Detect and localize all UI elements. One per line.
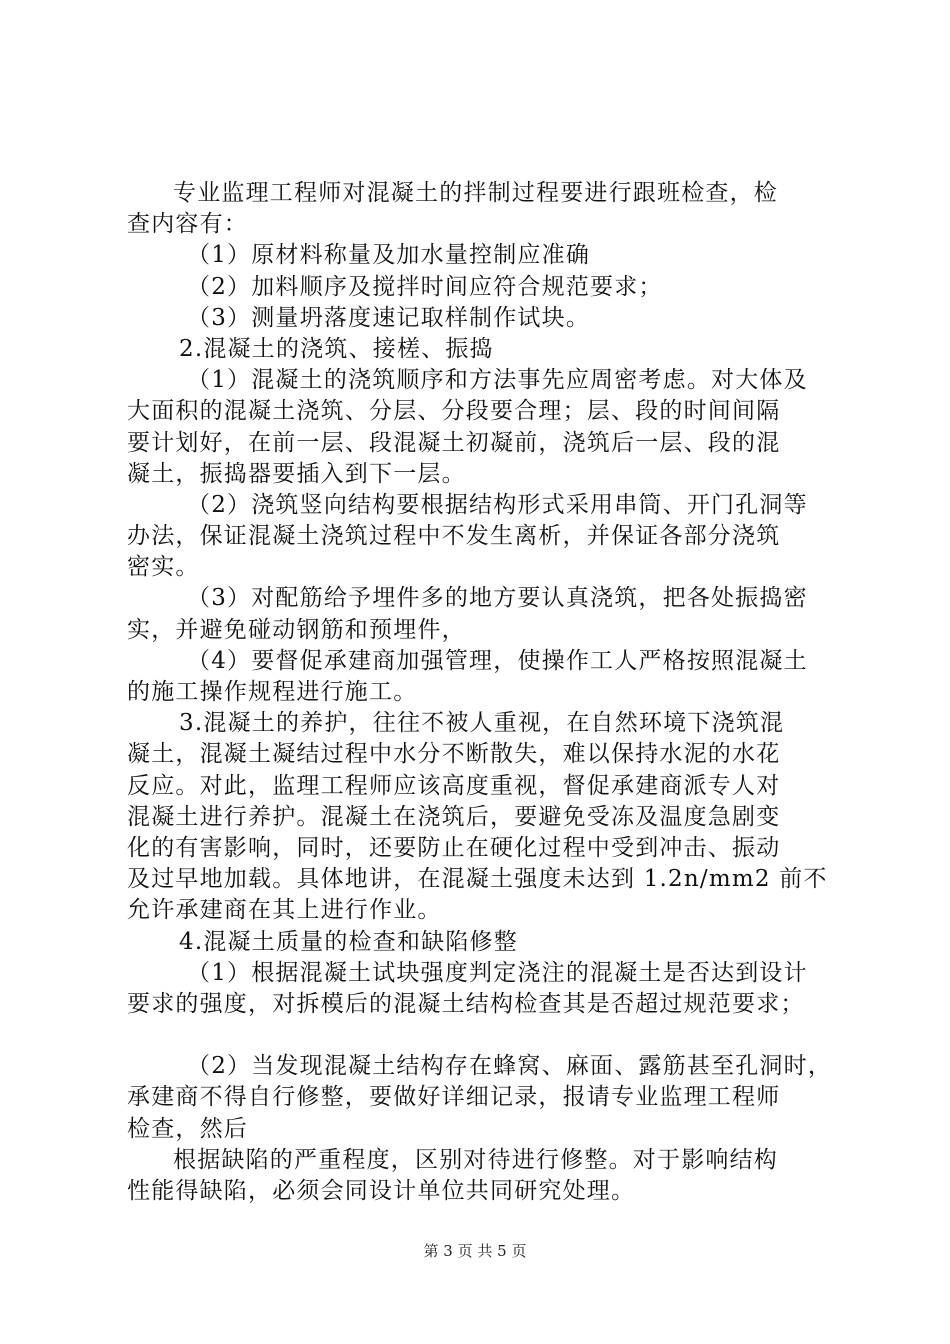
text-line: 及过早地加载。具体地讲，在混凝土强度未达到 1.2n/mm2 前不 (127, 866, 828, 893)
text-line: 承建商不得自行修整，要做好详细记录，报请专业监理工程师 (127, 1084, 781, 1111)
text-line: 凝土，振捣器要插入到下一层。 (127, 460, 466, 487)
text-line: （3）对配筋给予埋件多的地方要认真浇筑，把各处振捣密 (187, 585, 808, 612)
text-line: 4.混凝土质量的检查和缺陷修整 (179, 928, 518, 955)
text-line: 3.混凝土的养护，往往不被人重视，在自然环境下浇筑混 (179, 710, 785, 737)
text-line: （2）加料顺序及搅拌时间应符合规范要求； (187, 273, 663, 300)
text-line: （1）混凝土的浇筑顺序和方法事先应周密考虑。对大体及 (187, 367, 808, 394)
document-body (127, 178, 832, 1207)
text-line: 凝土，混凝土凝结过程中水分不断散失，难以保持水泥的水花 (127, 741, 781, 768)
text-line: （3）测量坍落度速记取样制作试块。 (187, 304, 591, 331)
text-line: （4）要督促承建商加强管理，使操作工人严格按照混凝土 (187, 647, 808, 674)
text-line: 的施工操作规程进行施工。 (127, 679, 418, 705)
text-line: 化的有害影响，同时，还要防止在硬化过程中受到冲击、振动 (127, 834, 781, 861)
text-line: 混凝土进行养护。混凝土在浇筑后，要避免受冻及温度急剧变 (127, 803, 781, 830)
text-line: 性能得缺陷，必须会同设计单位共同研究处理。 (127, 1178, 636, 1204)
blank-line (127, 1020, 832, 1051)
text-line: （2）浇筑竖向结构要根据结构形式采用串筒、开门孔洞等 (187, 491, 808, 518)
text-line: 密实。 (127, 554, 200, 581)
text-line: 办法，保证混凝土浇筑过程中不发生离析，并保证各部分浇筑 (127, 523, 781, 550)
text-line: 检查，然后 (127, 1115, 248, 1142)
page-footer: 第 3 页 共 5 页 (423, 1242, 527, 1260)
text-line: 实，并避免碰动钢筋和预埋件， (127, 616, 466, 643)
text-line: 要计划好，在前一层、段混凝土初凝前，浇筑后一层、段的混 (127, 429, 781, 456)
text-line: 允许承建商在其上进行作业。 (127, 897, 442, 924)
text-line: 专业监理工程师对混凝土的拌制过程要进行跟班检查，检 (173, 180, 778, 206)
text-line: 反应。对此，监理工程师应该高度重视，督促承建商派专人对 (127, 772, 781, 799)
text-line: 2.混凝土的浇筑、接槎、振捣 (179, 335, 494, 362)
text-line: （1）原材料称量及加水量控制应准确 (187, 242, 591, 269)
text-line: 大面积的混凝土浇筑、分层、分段要合理；层、段的时间间隔 (127, 398, 781, 425)
text-line: （1）根据混凝土试块强度判定浇注的混凝土是否达到设计 (187, 959, 808, 986)
text-line: 要求的强度，对拆模后的混凝土结构检查其是否超过规范要求； (127, 990, 805, 1017)
text-line: 查内容有： (127, 211, 248, 238)
text-line: 根据缺陷的严重程度，区别对待进行修整。对于影响结构 (173, 1146, 778, 1173)
text-line: （2）当发现混凝土结构存在蜂窝、麻面、露筋甚至孔洞时， (187, 1053, 833, 1080)
